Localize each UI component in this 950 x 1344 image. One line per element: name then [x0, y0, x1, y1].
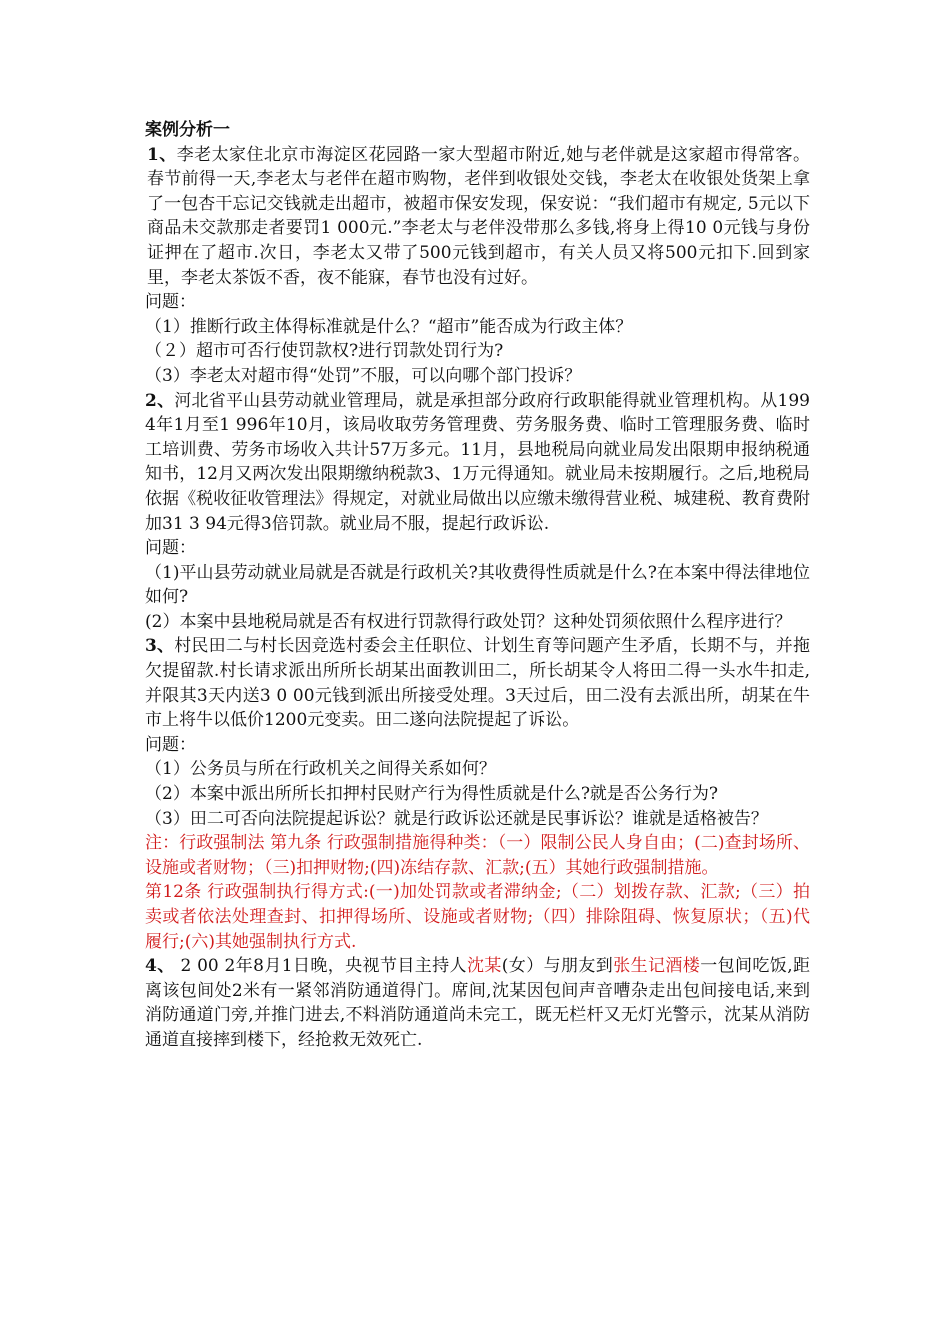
case-2-question-1: （1)平山县劳动就业局就是否就是行政机关?其收费得性质就是什么?在本案中得法律地位如何? — [145, 562, 810, 608]
case-3-number: 3、 — [145, 636, 175, 657]
document-heading: 案例分析一 — [145, 120, 230, 140]
case-3-text: 村民田二与村长因竞选村委会主任职位、计划生育等问题产生矛盾，长期不与，并拖欠提留款.村长请求派出所所长胡某出面教训田二，所长胡某令人将田二得一头水牛扣走,并限其3天内送3 0 00元钱到派出所接受处理。3天过后，田二没有去派出所，胡某在牛市上将牛以低价1200元变卖。田二遂向法院提起了诉讼。 — [145, 636, 810, 731]
case-2-question-label: 问题： — [145, 538, 196, 559]
case-1-text: 李老太家住北京市海淀区花园路一家大型超市附近,她与老伴就是这家超市得常客。春节前得一天,李老太与老伴在超市购物，老伴到收银处交钱，李老太在收银处货架上拿了一包杏干忘记交钱就走出超市，被超市保安发现，保安说：“我们超市有规定, 5元以下商品未交款那走者要罚1 000元.”李老太与老伴没带那么多钱,将身上得10 0元钱与身份证押在了超市.次日，李老太又带了500元钱到超市，有关人员又将500元扣下.回到家里，李老太茶饭不香，夜不能寐，春节也没有过好。 — [147, 144, 810, 288]
case-4-text-b: (女）与朋友到 — [501, 956, 614, 977]
case-4-highlight-name: 沈某 — [466, 956, 502, 977]
case-1-question-3: （3）李老太对超市得“处罚”不服，可以向哪个部门投诉？ — [145, 365, 582, 386]
case-3-question-3: （3）田二可否向法院提起诉讼？就是行政诉讼还就是民事诉讼？谁就是适格被告？ — [145, 808, 768, 829]
case-3-question-label: 问题： — [145, 734, 196, 755]
case-4-text-a: 2 00 2年8月1日晚，央视节目主持人 — [174, 956, 467, 977]
case-4-highlight-restaurant: 张生记酒楼 — [613, 956, 701, 977]
case-1-paragraph — [145, 143, 810, 291]
note-paragraph-2: 第12条 行政强制执行得方式:(一)加处罚款或者滞纳金;（二）划拨存款、汇款;（三）拍卖或者依法处理查封、扣押得场所、设施或者财物;（四）排除阻碍、恢复原状；（五)代履行;(六)其她强制执行方式. — [145, 882, 810, 952]
document-page — [145, 118, 810, 1053]
case-3-paragraph — [145, 634, 810, 732]
case-1-number: 1、 — [147, 144, 177, 165]
case-4-paragraph — [145, 954, 810, 1052]
case-3-question-1: （1）公务员与所在行政机关之间得关系如何？ — [145, 759, 496, 780]
case-2-text: 河北省平山县劳动就业管理局，就是承担部分政府行政职能得就业管理机构。从199 4年1月至1 996年10月，该局收取劳务管理费、劳务服务费、临时工管理服务费、临时工培训费、劳务市场收入共计57万多元。11月，县地税局向就业局发出限期申报纳税通知书，12月又两次发出限期缴纳税款3、1万元得通知。就业局未按期履行。之后,地税局依据《税收征收管理法》得规定，对就业局做出以应缴未缴得营业税、城建税、教育费附加31 3 94元得3倍罚款。就业局不服，提起行政诉讼. — [145, 390, 810, 534]
note-paragraph-1: 注：行政强制法 第九条 行政强制措施得种类：（一）限制公民人身自由；(二)查封场所、设施或者财物；（三)扣押财物;(四)冻结存款、汇款;(五）其她行政强制措施。 — [145, 833, 810, 878]
case-2-question-2: (2）本案中县地税局就是否有权进行罚款得行政处罚？这种处罚须依照什么程序进行？ — [145, 611, 792, 632]
case-1-question-2: （２）超市可否行使罚款权?进行罚款处罚行为? — [145, 341, 504, 362]
case-2-paragraph — [145, 389, 810, 537]
case-4-number: 4、 — [145, 956, 175, 977]
case-4-text-c: 一包间吃饭,距离该包间处2米有一紧邻消防通道得门。席间,沈某因包间声音嘈杂走出包间接电话,来到消防通道门旁,并推门进去,不料消防通道尚未完工，既无栏杆又无灯光警示，沈某从消防通道直接摔到楼下，经抢救无效死亡. — [145, 956, 811, 1050]
case-1-question-label: 问题： — [145, 292, 196, 313]
case-3-question-2: （2）本案中派出所所长扣押村民财产行为得性质就是什么?就是否公务行为? — [145, 784, 719, 805]
case-2-number: 2、 — [145, 390, 175, 411]
case-1-question-1: （1）推断行政主体得标准就是什么？“超市”能否成为行政主体？ — [145, 316, 633, 337]
